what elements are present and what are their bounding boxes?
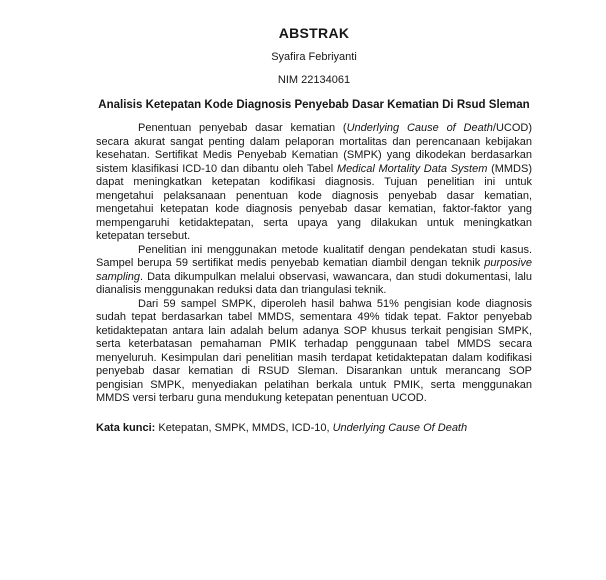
abstract-content-column [96, 0, 532, 435]
abstract-paragraph-3: Dari 59 sampel SMPK, diperoleh hasil bahwa 51% pengisian kode diagnosis sudah tepat berdasarkan tabel MMDS, sementara 49% tidak tepat. Faktor penyebab ketidaktepatan antara lain adalah belum adanya SOP khusus terkait pengisian SMPK, serta keterbatasan pemahaman PMIK terhadap penggunaan tabel MMDS secara menyeluruh. Kesimpulan dari penelitian masih terdapat ketidaktepatan dalam kodifikasi penyebab dasar kematian di RSUD Sleman. Disarankan untuk merancang SOP pengisian SMPK, menyediakan pelatihan berkala untuk PMIK, serta menggunakan MMDS versi terbaru guna mendukung ketepatan penentuan UCOD. [96, 297, 532, 404]
keywords-line: Kata kunci: Ketepatan, SMPK, MMDS, ICD-10, Underlying Cause Of Death [96, 421, 468, 434]
student-id: NIM 22134061 [277, 74, 351, 86]
author-name: Syafira Febriyanti [271, 51, 357, 63]
abstract-heading: ABSTRAK [278, 25, 350, 41]
abstract-paragraph-1: Penentuan penyebab dasar kematian (Underlying Cause of Death/UCOD) secara akurat sangat penting dalam pelaporan mortalitas dan perencanaan kebijakan kesehatan. Sertifikat Medis Penyebab Kematian (SMPK) yang dikodekan berdasarkan sistem klasifikasi ICD-10 dan dibantu oleh Tabel Medical Mortality Data System (MMDS) dapat meningkatkan ketepatan kodifikasi diagnosis. Tujuan penelitian ini untuk mengetahui pelaksanaan penentuan kode diagnosis penyebab dasar kematian, mengetahui ketepatan kode diagnosis penyebab dasar kematian, faktor-faktor yang mempengaruhi ketidaktepatan, serta upaya yang dilakukan untuk meningkatkan ketepatan tersebut. [96, 122, 533, 242]
abstract-body [96, 122, 532, 406]
thesis-title: Analisis Ketepatan Kode Diagnosis Penyebab Dasar Kematian Di Rsud Sleman [98, 99, 530, 111]
abstract-paragraph-2: Penelitian ini menggunakan metode kualitatif dengan pendekatan studi kasus. Sampel berupa 59 sertifikat medis penyebab kematian diambil dengan teknik purposive sampling. Data dikumpulkan melalui observasi, wawancara, dan studi dokumentasi, lalu dianalisis menggunakan reduksi data dan triangulasi teknik. [96, 243, 532, 296]
